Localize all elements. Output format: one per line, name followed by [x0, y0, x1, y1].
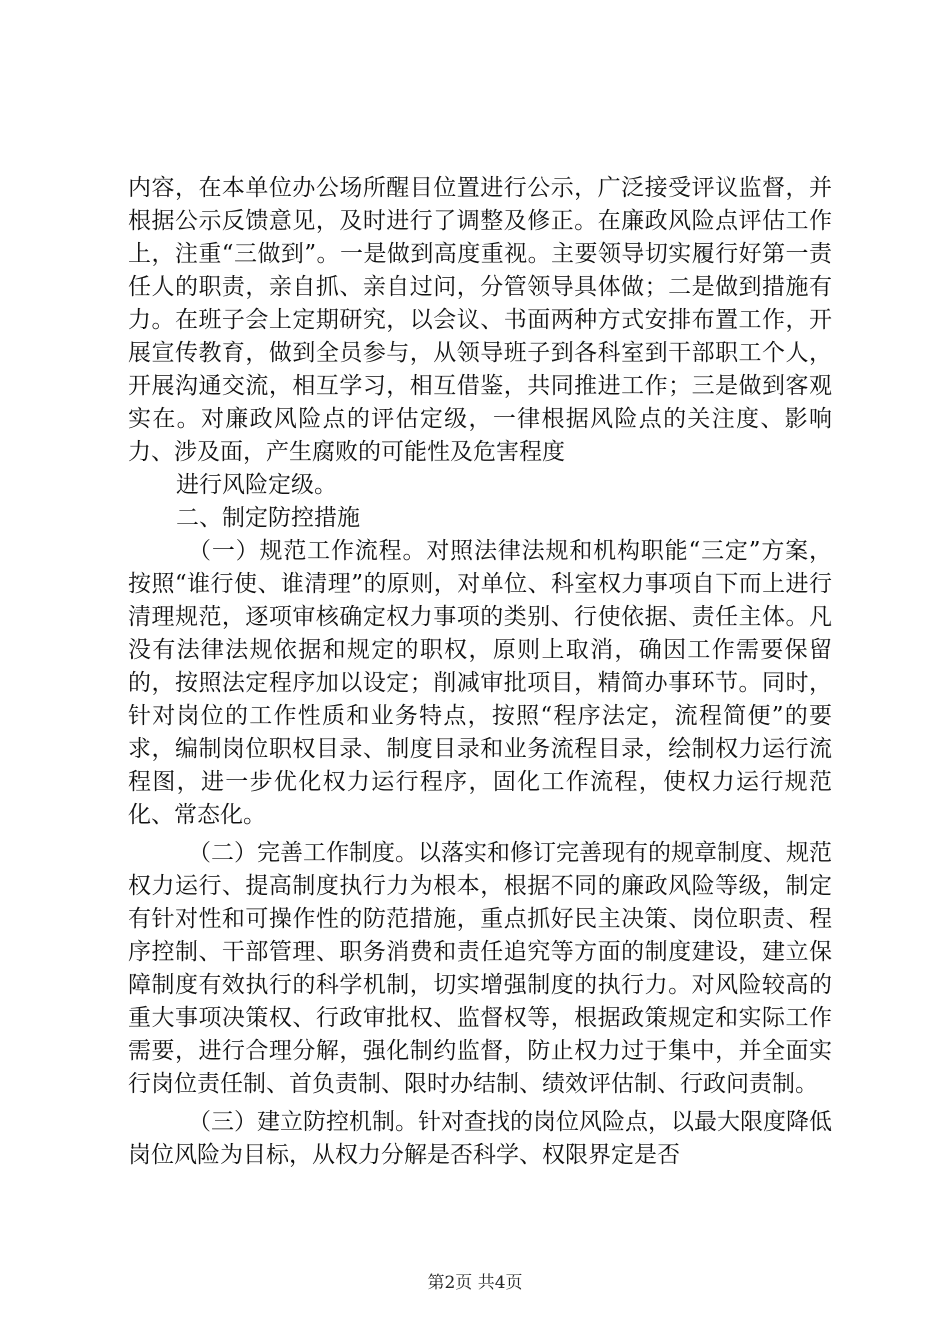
section-heading-control-measures: 二、制定防控措施: [176, 505, 360, 531]
document-body: [128, 172, 832, 1172]
paragraph-risk-grading: 进行风险定级。: [176, 472, 337, 498]
paragraph-standardize-workflow: （一）规范工作流程。对照法律法规和机构职能“三定”方案，按照“谁行使、谁清理”的原则，对单位、科室权力事项自下而上进行清理规范，逐项审核确定权力事项的类别、行使依据、责任主体。凡没有法律法规依据和规定的职权，原则上取消，确因工作需要保留的，按照法定程序加以设定；削减审批项目，精简办事环节。同时，针对岗位的工作性质和业务特点，按照“程序法定，流程简便”的要求，编制岗位职权目录、制度目录和业务流程目录，绘制权力运行流程图，进一步优化权力运行程序，固化工作流程，使权力运行规范化、常态化。: [128, 538, 832, 828]
page-number-footer: 第2页 共4页: [427, 1273, 523, 1293]
paragraph-control-mechanism: （三）建立防控机制。针对查找的岗位风险点，以最大限度降低岗位风险为目标，从权力分解是否科学、权限界定是否: [128, 1109, 832, 1168]
paragraph-risk-assessment: 内容，在本单位办公场所醒目位置进行公示，广泛接受评议监督，并根据公示反馈意见，及时进行了调整及修正。在廉政风险点评估工作上，注重“三做到”。一是做到高度重视。主要领导切实履行好第一责任人的职责，亲自抓、亲自过问，分管领导具体做；二是做到措施有力。在班子会上定期研究，以会议、书面两种方式安排布置工作，开展宣传教育，做到全员参与，从领导班子到各科室到干部职工个人，开展沟通交流，相互学习，相互借鉴，共同推进工作；三是做到客观实在。对廉政风险点的评估定级，一律根据风险点的关注度、影响力、涉及面，产生腐败的可能性及危害程度: [128, 175, 832, 465]
paragraph-improve-system: （二）完善工作制度。以落实和修订完善现有的规章制度、规范权力运行、提高制度执行力为根本，根据不同的廉政风险等级，制定有针对性和可操作性的防范措施，重点抓好民主决策、岗位职责、程序控制、干部管理、职务消费和责任追究等方面的制度建设，建立保障制度有效执行的科学机制，切实增强制度的执行力。对风险较高的重大事项决策权、行政审批权、监督权等，根据政策规定和实际工作需要，进行合理分解，强化制约监督，防止权力过于集中，并全面实行岗位责任制、首负责制、限时办结制、绩效评估制、行政问责制。: [128, 840, 832, 1097]
